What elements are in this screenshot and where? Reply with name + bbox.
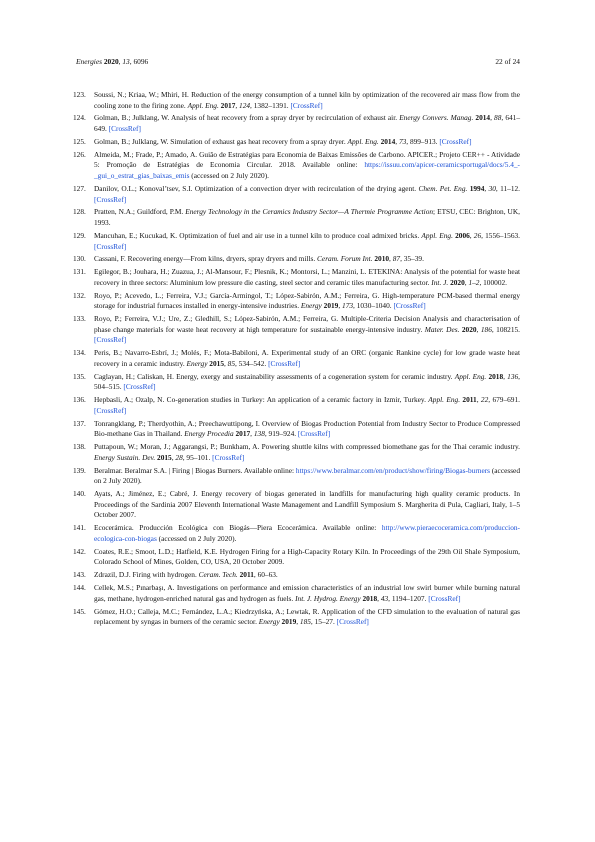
reference-authors-title: Tonrangklang, P.; Therdyothin, A.; Preechawuttipong, I. Overview of Biogas Production Potential from Industry Sector to Produce Compressed Bio-methane Gas in Thailand. (94, 418, 520, 439)
reference-access-note: (accessed on 2 July 2020). (94, 465, 520, 486)
reference-number: 135. (73, 371, 86, 381)
reference-item (73, 583, 520, 604)
reference-pages: , 35–39. (400, 254, 424, 264)
reference-year: 2015 (157, 452, 172, 462)
reference-pages: , 679–691. (488, 395, 520, 405)
reference-pages: , 1556–1563. (481, 230, 520, 240)
crossref-link[interactable]: [CrossRef] (94, 194, 127, 204)
reference-volume: 73 (398, 136, 407, 146)
reference-text (94, 489, 520, 519)
crossref-link[interactable]: [CrossRef] (123, 382, 156, 392)
reference-year: 2014 (380, 136, 396, 146)
reference-number: 144. (73, 583, 86, 593)
reference-volume: 88 (494, 113, 502, 123)
journal-name: Energies (76, 57, 102, 66)
crossref-link[interactable]: [CrossRef] (94, 405, 127, 415)
reference-access-note: ; ETSU, CEC: Brighton, UK, 1993. (94, 207, 520, 228)
reference-volume: 85 (227, 358, 235, 368)
reference-item (73, 90, 520, 111)
reference-pages: , 504–515. (94, 371, 520, 392)
reference-journal: Appl. Eng. (187, 100, 219, 110)
reference-pages: , 534–542. (235, 358, 267, 368)
reference-volume: 185 (299, 617, 311, 627)
reference-number: 141. (73, 523, 86, 533)
reference-body: Coates, R.E.; Smoot, L.D.; Hatfield, K.E. Hydrogen Firing for a High-Capacity Rotary Kiln. In Proceedings of the 29th Oil Shale Symposium, Colorado School of Mines, Golden, CO, USA, 20 October 2009. (94, 546, 520, 567)
journal-year: 2020 (103, 57, 119, 66)
reference-journal: Int. J. Hydrog. Energy (295, 593, 361, 603)
reference-journal: Appl. Eng. (454, 371, 487, 381)
reference-year: 1994 (469, 183, 485, 193)
reference-item (73, 136, 520, 148)
reference-text: Royo, P.; Ferreira, V.J.; Ure, Z.; Gledhill, S.; López-Sabirón, A.M.; Ferreira, G. Multiple-Criteria Decision Analysis and characterisation of phase change materials for waste heat recovery at high temperature for sustainable energy-intensive industry. Mater. Des. 2020, 186, 108215. [CrossRef] (94, 314, 521, 345)
reference-text: Soussi, N.; Kriaa, W.; Mhiri, H. Reduction of the energy consumption of a tunnel kiln by optimization of the recovered air mass flow from the cooling zone to the firing zone. Appl. Eng. 2017, 124, 1382–1391. [CrossRef] (94, 90, 520, 110)
reference-body: Pratten, N.A.; Guildford, P.M. (94, 207, 186, 217)
reference-volume: 30 (488, 183, 496, 193)
reference-item (73, 149, 520, 182)
crossref-link[interactable]: [CrossRef] (94, 335, 127, 345)
reference-pages: , 15–27. (310, 617, 335, 627)
reference-authors-title: Cassani, F. Recovering energy—From kilns, dryers, spray dryers and mills. (94, 254, 318, 264)
reference-authors-title: Egilegor, B.; Jouhara, H.; Zuazua, J.; Al-Mansour, F.; Plesnik, K.; Montorsi, L.; Manzini, L. ETEKINA: Analysis of the potential for waste heat recovery in three sectors: Aluminium low pressure die casting, steel sector and ceramic tiles manufacturing sector. (94, 267, 520, 287)
reference-item (73, 465, 520, 487)
page-number: 22 of 24 (495, 57, 520, 66)
reference-item (73, 418, 520, 440)
reference-authors-title: Peris, B.; Navarro-Esbrí, J.; Molés, F.; Mota-Babiloni, A. Experimental study of an ORC (organic Rankine cycle) for low grade waste heat recovery in a ceramic industry. (94, 348, 520, 368)
reference-year: 2019 (323, 301, 339, 311)
reference-text (94, 570, 278, 579)
reference-authors-title: Royo, P.; Acevedo, L.; Ferreira, V.J.; García-Armingol, T.; López-Sabirón, A.M.; Ferreira, G. High-temperature PCM-based thermal energy storage for industrial furnaces installed in energy-intensive industries. (94, 290, 520, 311)
reference-year: 2017 (235, 429, 251, 439)
crossref-link[interactable]: [CrossRef] (290, 100, 323, 110)
reference-url-link[interactable]: http://www.pieraecoceramica.com/produccion-ecologica-con-biogas (94, 523, 520, 543)
reference-number: 136. (73, 395, 86, 405)
crossref-link[interactable]: [CrossRef] (94, 241, 127, 251)
reference-item (73, 348, 520, 369)
reference-body: Ayats, A.; Jiménez, E.; Cabré, J. Energy recovery of biogas generated in landfills for manufacturing high quality ceramic products. In Proceedings of the Sardinia 2007 Eleventh International Waste Management and Landfill Symposium S. Margherita di Pula, Cagliari, Italy, 1–5 October 2007. (94, 489, 520, 520)
reference-authors-title: Soussi, N.; Kriaa, W.; Mhiri, H. Reduction of the energy consumption of a tunnel kiln by optimization of the recovered air mass flow from the cooling zone to the firing zone. (94, 90, 520, 110)
crossref-link[interactable]: [CrossRef] (297, 429, 331, 439)
reference-journal: Energy Sustain. Dev. (94, 452, 156, 462)
crossref-link[interactable]: [CrossRef] (336, 617, 369, 627)
reference-year: 2019 (281, 617, 297, 627)
reference-item (73, 207, 520, 228)
reference-item (73, 442, 520, 463)
reference-pages: , 108215. (491, 324, 521, 334)
reference-authors-title: Zdrazil, D.J. Firing with hydrogen. (94, 570, 199, 580)
reference-journal: Chem. Pet. Eng. (418, 183, 468, 193)
reference-volume: 43 (380, 593, 389, 603)
reference-number: 145. (73, 606, 86, 616)
reference-number: 124. (73, 113, 86, 123)
crossref-link[interactable]: [CrossRef] (268, 358, 301, 368)
reference-item (73, 183, 520, 205)
reference-number: 139. (73, 465, 86, 475)
reference-number: 142. (73, 546, 86, 556)
crossref-link[interactable]: [CrossRef] (428, 593, 461, 603)
reference-authors-title: Golman, B.; Julklang, W. Analysis of heat recovery from a spray dryer by recirculation of exhaust air. (94, 113, 400, 123)
reference-text (94, 466, 520, 486)
reference-year: 2015 (209, 358, 224, 368)
reference-text: Peris, B.; Navarro-Esbrí, J.; Molés, F.; Mota-Babiloni, A. Experimental study of an ORC (organic Rankine cycle) for low grade waste heat recovery in a ceramic industry. Energy 2015, 85, 534–542. [CrossRef] (94, 348, 520, 368)
reference-item (73, 267, 520, 288)
reference-text: Cassani, F. Recovering energy—From kilns, dryers, spray dryers and mills. Ceram. Forum Int. 2010, 87, 35–39. (94, 254, 424, 264)
reference-pages: , 11–12. (495, 183, 520, 193)
reference-number: 133. (73, 314, 86, 324)
reference-journal: Energy Procedia (184, 429, 234, 439)
reference-number: 127. (73, 183, 86, 193)
reference-text: Caglayan, H.; Caliskan, H. Energy, exergy and sustainability assessments of a cogeneration system for ceramic industry. Appl. Eng. 2018, 136, 504–515. [CrossRef] (94, 371, 520, 392)
reference-text: Hepbasli, A.; Ozalp, N. Co-generation studies in Turkey: An application of a ceramic factory in Izmir, Turkey. Appl. Eng. 2011, 22, 679–691. [CrossRef] (94, 395, 520, 415)
crossref-link[interactable]: [CrossRef] (108, 124, 141, 134)
reference-year: 2010 (374, 254, 390, 264)
reference-number: 126. (73, 149, 86, 159)
reference-journal: Energy (186, 358, 208, 368)
crossref-link[interactable]: [CrossRef] (212, 452, 245, 462)
reference-year: 2011 (239, 570, 254, 580)
reference-number: 131. (73, 267, 86, 277)
reference-year: 2011 (462, 395, 477, 405)
article-number: 6096 (133, 57, 149, 66)
reference-number: 125. (73, 136, 86, 146)
journal-citation: Energies 2020, 13, 6096 (76, 57, 149, 66)
reference-text: Puttapoun, W.; Moran, J.; Aggarangsi, P.; Bunkham, A. Powering shuttle kilns with compressed biomethane gas for the Thai ceramic industry. Energy Sustain. Dev. 2015, 28, 95–101. [CrossRef] (94, 442, 520, 462)
reference-journal: Appl. Eng. (347, 136, 379, 146)
reference-item (73, 546, 520, 568)
reference-number: 143. (73, 570, 86, 580)
reference-body: Almeida, M.; Frade, P.; Amado, A. Guião de Estratégias para Economia de Baixas Emissões de Carbono. APICER.; Projeto CER++ - Atividade 5: Promoção de Estratégias de Economia Circular. 2018. Available online: (94, 149, 520, 170)
reference-body: Beralmar. Beralmar S.A. | Firing | Biogas Burners. Available online: (94, 465, 296, 475)
reference-authors-title: Danilov, O.L.; Konoval’tsev, S.I. Optimization of a convection dryer with recirculation of the drying agent. (94, 183, 419, 193)
reference-text: Mancuhan, E.; Kucukad, K. Optimization of fuel and air use in a tunnel kiln to produce coal admixed bricks. Appl. Eng. 2006, 26, 1556–1563. [CrossRef] (94, 230, 520, 251)
reference-item (73, 570, 520, 581)
reference-number: 137. (73, 418, 86, 428)
reference-year: 2006 (455, 230, 470, 240)
reference-pages: , 100002. (479, 277, 507, 287)
reference-journal: Ceram. Tech. (198, 570, 238, 580)
reference-authors-title: Caglayan, H.; Caliskan, H. Energy, exergy and sustainability assessments of a cogeneration system for ceramic industry. (94, 371, 455, 381)
reference-item (73, 314, 521, 346)
reference-access-note: (accessed on 2 July 2020). (189, 171, 269, 181)
reference-item (73, 371, 520, 393)
reference-text (94, 207, 520, 227)
reference-item (73, 254, 520, 265)
reference-authors-title: Royo, P.; Ferreira, V.J.; Ure, Z.; Gledhill, S.; López-Sabirón, A.M.; Ferreira, G. Multiple-Criteria Decision Analysis and characterisation of phase change materials for waste heat recovery at high temperature for sustainable energy-intensive industry. (94, 314, 520, 334)
reference-volume: 87 (392, 254, 401, 264)
reference-number: 134. (73, 348, 86, 358)
reference-text: Golman, B.; Julklang, W. Analysis of heat recovery from a spray dryer by recirculation of exhaust air. Energy Convers. Manag. 2014, 88, 641–649. [CrossRef] (94, 113, 521, 134)
reference-text (94, 547, 520, 567)
reference-journal: Ceram. Forum Int. (317, 254, 373, 264)
reference-text: Royo, P.; Acevedo, L.; Ferreira, V.J.; García-Armingol, T.; López-Sabirón, A.M.; Ferreira, G. High-temperature PCM-based thermal energy storage for industrial furnaces installed in energy-intensive industries. Energy 2019, 173, 1030–1040. [CrossRef] (94, 290, 520, 311)
reference-volume: 124 (239, 100, 251, 110)
reference-pages: , 919–924. (264, 429, 297, 439)
page-header (76, 57, 520, 69)
reference-number: 129. (73, 230, 86, 240)
reference-year: 2018 (362, 593, 378, 603)
reference-pages: , 1030–1040. (353, 301, 392, 311)
reference-year: 2018 (488, 371, 504, 381)
reference-text: Cellek, M.S.; Pınarbaşı, A. Investigations on performance and emission characteristics of an industrial low swirl burner while burning natural gas, methane, hydrogen-enriched natural gas and hydrogen as fuels. Int. J. Hydrog. Energy 2018, 43, 1194–1207. [CrossRef] (94, 583, 520, 603)
reference-item (73, 230, 520, 252)
reference-number: 123. (73, 90, 86, 99)
reference-text: Golman, B.; Julklang, W. Simulation of exhaust gas heat recovery from a spray dryer. Appl. Eng. 2014, 73, 899–913. [CrossRef] (94, 136, 472, 146)
crossref-link[interactable]: [CrossRef] (439, 136, 472, 146)
reference-pages: , 95–101. (182, 452, 211, 462)
reference-text: Danilov, O.L.; Konoval’tsev, S.I. Optimization of a convection dryer with recirculation of the drying agent. Chem. Pet. Eng. 1994, 30, 11–12. [CrossRef] (94, 183, 520, 204)
reference-url-link[interactable]: https://www.beralmar.com/en/product/show/firing/Biogas-burners (295, 465, 491, 475)
reference-item (73, 606, 520, 628)
reference-year: 2017 (220, 100, 236, 110)
reference-text: Gómez, H.O.; Calleja, M.C.; Fernández, L.A.; Kiedrzyńska, A.; Lewtak, R. Application of the CFD simulation to the evaluation of natural gas replacement by syngas in burners of the ceramic sector. Energy 2019, 185, 15–27. [CrossRef] (94, 606, 520, 627)
reference-access-note: (accessed on 2 July 2020). (156, 533, 237, 543)
reference-authors-title: Gómez, H.O.; Calleja, M.C.; Fernández, L.A.; Kiedrzyńska, A.; Lewtak, R. Application of the CFD simulation to the evaluation of natural gas replacement by syngas in burners of the ceramic sector. (94, 606, 520, 627)
reference-authors-title: Puttapoun, W.; Moran, J.; Aggarangsi, P.; Bunkham, A. Powering shuttle kilns with compressed biomethane gas for the Thai ceramic industry. (94, 442, 520, 452)
reference-authors-title: Hepbasli, A.; Ozalp, N. Co-generation studies in Turkey: An application of a ceramic factory in Izmir, Turkey. (94, 395, 429, 405)
reference-authors-title: Mancuhan, E.; Kucukad, K. Optimization of fuel and air use in a tunnel kiln to produce coal admixed bricks. (94, 230, 422, 240)
reference-item (73, 395, 520, 416)
reference-item (73, 489, 520, 521)
reference-body: Ecocerámica. Producción Ecológica con Biogás—Piera Ecocerámica. Available online: (94, 523, 382, 533)
reference-volume: 138 (253, 429, 265, 439)
reference-journal: Mater. Des. (424, 324, 460, 334)
reference-volume: 173 (342, 301, 354, 311)
reference-url-link[interactable]: https://issuu.com/apicer-ceramicsportugal/docs/5.4_-_gui_o_estrat_gias_baixas_emis (94, 160, 520, 181)
reference-number: 130. (73, 254, 86, 264)
reference-book-title: Energy Technology in the Ceramics Industry Sector—A Thermie Programme Action (185, 207, 434, 217)
reference-number: 138. (73, 442, 86, 452)
reference-volume: 186 (480, 324, 492, 334)
reference-item (73, 523, 520, 544)
reference-pages: 1–2 (468, 277, 480, 287)
reference-journal: Int. J. (431, 277, 449, 287)
reference-authors-title: Cellek, M.S.; Pınarbaşı, A. Investigations on performance and emission characteristics of an industrial low swirl burner while burning natural gas, methane, hydrogen-enriched natural gas and hydrogen as fuels. (94, 583, 520, 603)
reference-journal: Energy Convers. Manag. (399, 113, 474, 123)
reference-number: 128. (73, 207, 86, 217)
reference-year: 2014 (475, 113, 491, 123)
reference-text: Tonrangklang, P.; Therdyothin, A.; Preechawuttipong, I. Overview of Biogas Production Potential from Industry Sector to Produce Compressed Bio-methane Gas in Thailand. Energy Procedia 2017, 138, 919–924. [CrossRef] (94, 418, 520, 439)
reference-text: Egilegor, B.; Jouhara, H.; Zuazua, J.; Al-Mansour, F.; Plesnik, K.; Montorsi, L.; Manzini, L. ETEKINA: Analysis of the potential for waste heat recovery in three sectors: Aluminium low pressure die casting, steel sector and ceramic tiles manufacturing sector. Int. J. 2020, 1–2, 100002. (94, 267, 520, 287)
reference-journal: Energy (300, 301, 322, 311)
journal-volume: 13 (122, 57, 130, 66)
reference-text (94, 150, 520, 180)
reference-number: 132. (73, 290, 86, 300)
reference-volume: 22 (480, 395, 489, 405)
reference-pages: , 641–649. (94, 113, 521, 134)
reference-item (73, 113, 521, 134)
reference-pages: , 899–913. (406, 136, 438, 146)
reference-year: 2020 (450, 277, 465, 287)
reference-pages: , 1382–1391. (250, 100, 289, 110)
reference-text (94, 523, 520, 543)
reference-year: 2020 (461, 324, 477, 334)
reference-volume: 136 (507, 371, 519, 381)
reference-journal: Appl. Eng. (421, 230, 453, 240)
reference-item (73, 290, 520, 312)
crossref-link[interactable]: [CrossRef] (393, 301, 426, 311)
reference-pages: , 60–63. (253, 570, 278, 580)
reference-list (73, 90, 521, 630)
reference-pages: , 1194–1207. (388, 593, 427, 603)
reference-volume: 28 (175, 452, 183, 462)
reference-volume: 26 (473, 230, 482, 240)
reference-number: 140. (73, 489, 86, 499)
reference-authors-title: Golman, B.; Julklang, W. Simulation of exhaust gas heat recovery from a spray dryer. (94, 136, 348, 146)
reference-journal: Appl. Eng. (428, 395, 461, 405)
reference-journal: Energy (258, 617, 280, 627)
